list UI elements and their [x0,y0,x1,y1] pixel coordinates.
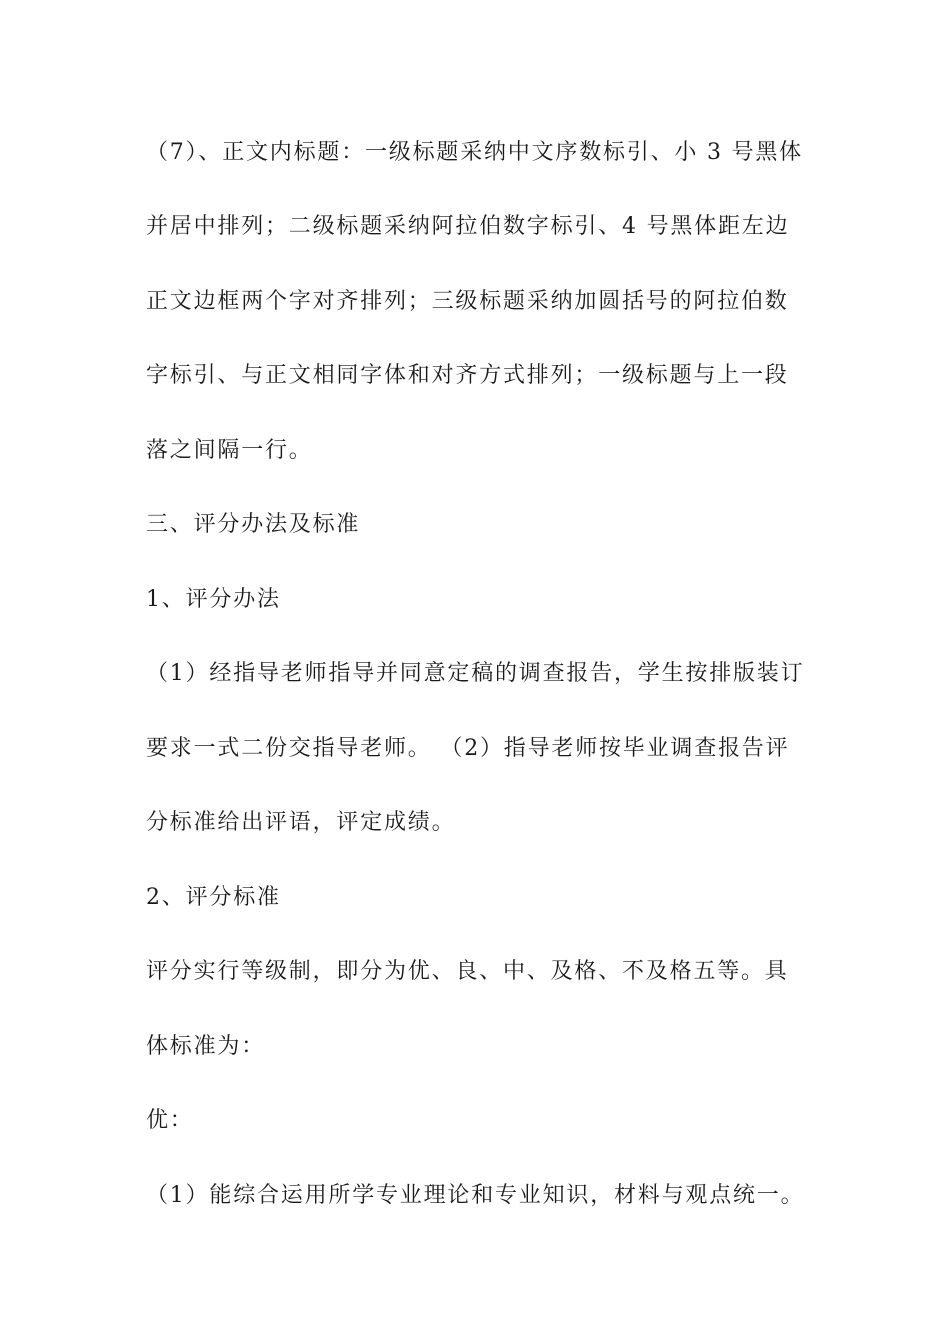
paragraph-line: 并居中排列；二级标题采纳阿拉伯数字标引、4 号黑体距左边 [146,214,790,239]
paragraph-line: （1）能综合运用所学专业理论和专业知识，材料与观点统一。 [146,1183,805,1208]
grade-label: 优： [146,1108,194,1133]
paragraph-line: （1）经指导老师指导并同意定稿的调查报告，学生按排版装订 [146,661,805,686]
paragraph-line: 评分实行等级制，即分为优、良、中、及格、不及格五等。具 [146,959,789,984]
paragraph-line: （7）、正文内标题：一级标题采纳中文序数标引、小 3 号黑体 [146,140,803,165]
paragraph-line: 字标引、与正文相同字体和对齐方式排列；一级标题与上一段 [146,363,789,388]
section-heading: 三、评分办法及标准 [146,512,361,537]
paragraph-line: 要求一式二份交指导老师。 （2）指导老师按毕业调查报告评 [146,736,790,761]
subsection-heading: 1、评分办法 [146,587,281,612]
paragraph-line: 落之间隔一行。 [146,438,313,463]
paragraph-line: 体标准为： [146,1034,266,1059]
paragraph-line: 分标准给出评语，评定成绩。 [146,810,456,835]
subsection-heading: 2、评分标准 [146,885,281,910]
paragraph-line: 正文边框两个字对齐排列；三级标题采纳加圆括号的阿拉伯数 [146,289,789,314]
